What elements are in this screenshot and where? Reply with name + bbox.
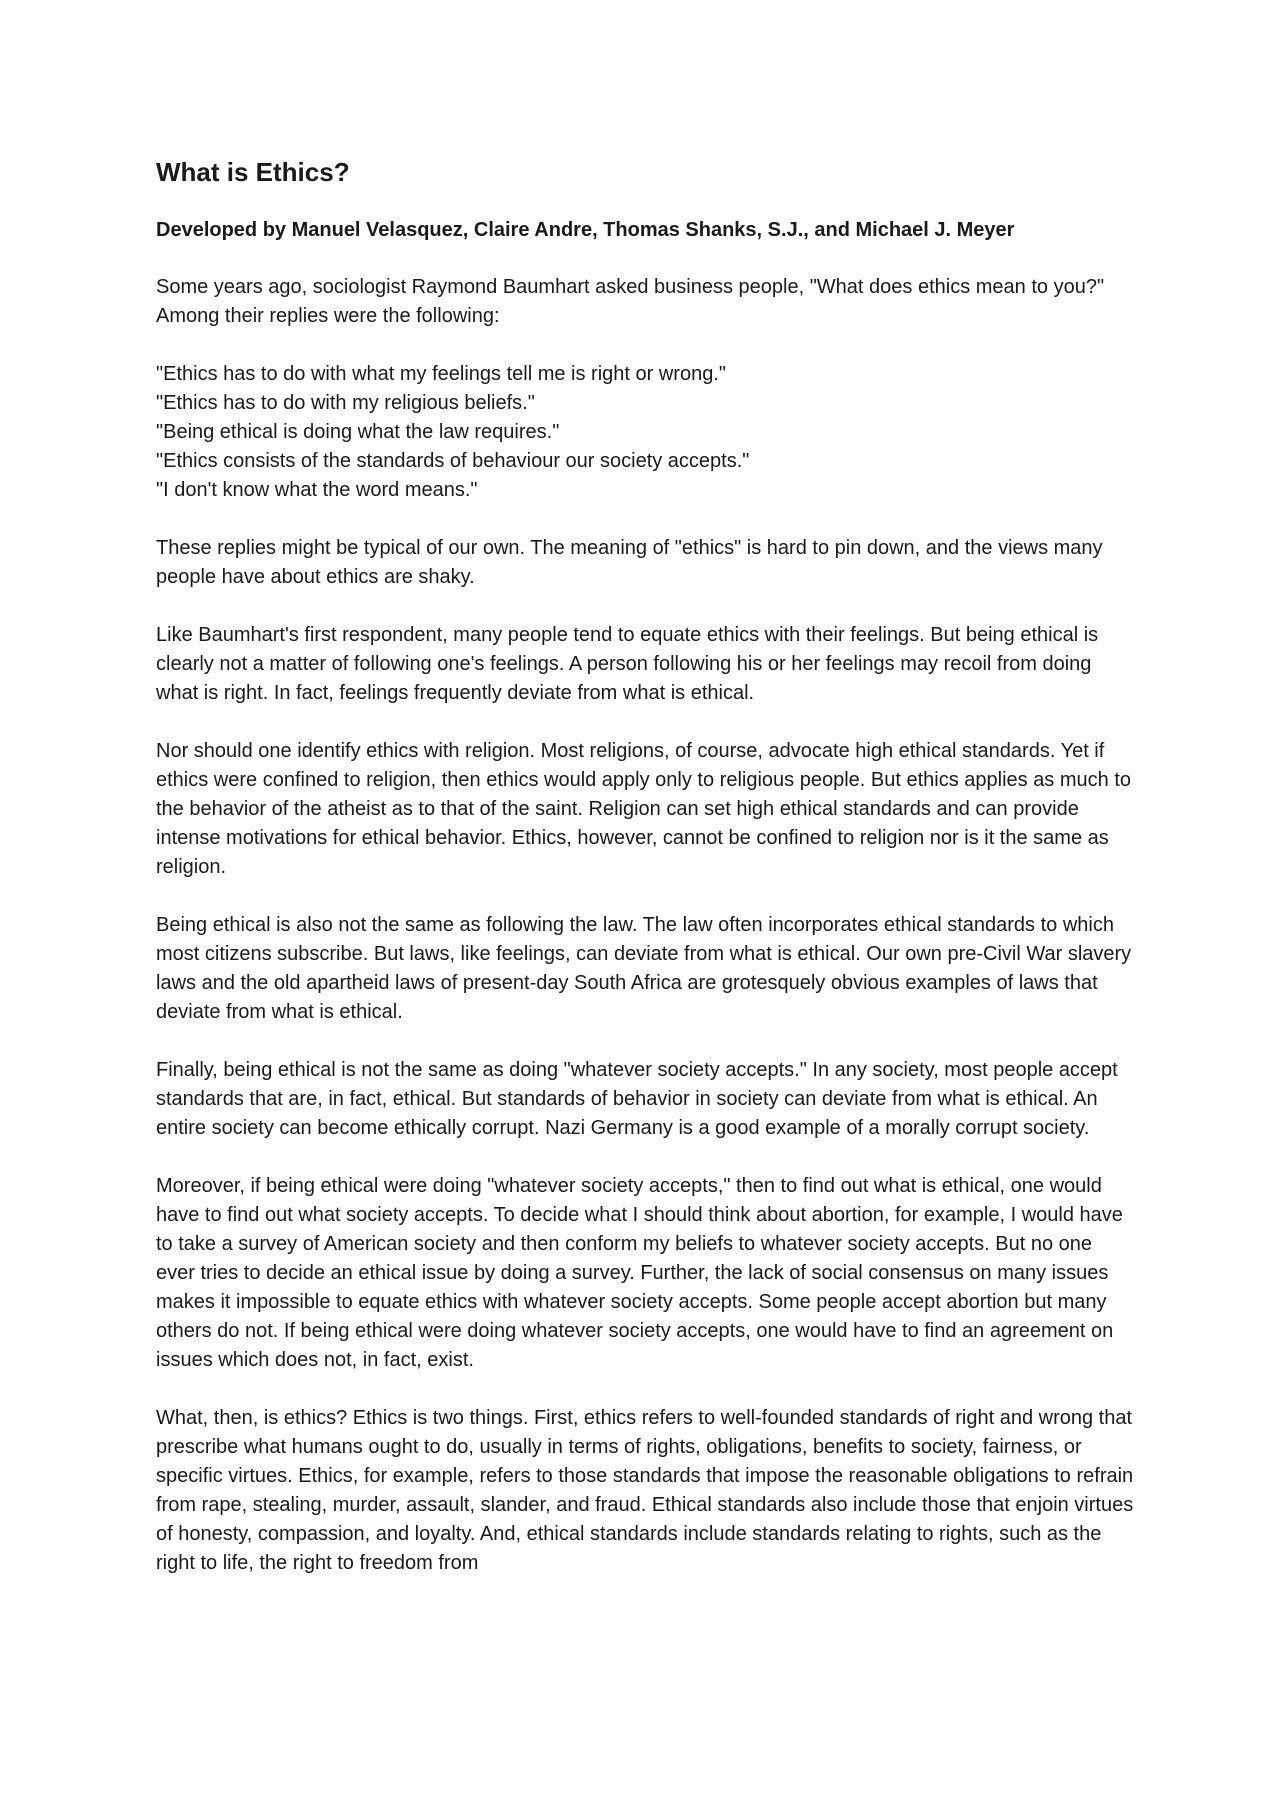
body-paragraph: Finally, being ethical is not the same as doing "whatever society accepts." In any society, most people accept standards that are, in fact, ethical. But standards of behavior in society can deviate from what is ethical. An entire society can become ethically corrupt. Nazi Germany is a good example of a morally corrupt society.	[156, 1059, 1118, 1139]
quote-item: "Ethics consists of the standards of behaviour our society accepts."	[156, 450, 750, 472]
body-paragraph: Moreover, if being ethical were doing "whatever society accepts," then to find out what is ethical, one would have to find out what society accepts. To decide what I should think about abortion, for example, I would have to take a survey of American society and then conform my beliefs to whatever society accepts. But no one ever tries to decide an ethical issue by doing a survey. Further, the lack of social consensus on many issues makes it impossible to equate ethics with whatever society accepts. Some people accept abortion but many others do not. If being ethical were doing whatever society accepts, one would have to find an agreement on issues which does not, in fact, exist.	[156, 1175, 1123, 1371]
body-paragraph: These replies might be typical of our own. The meaning of "ethics" is hard to pin down, and the views many people have about ethics are shaky.	[156, 537, 1103, 588]
document-page	[156, 155, 1136, 1607]
body-paragraph: Being ethical is also not the same as following the law. The law often incorporates ethical standards to which most citizens subscribe. But laws, like feelings, can deviate from what is ethical. Our own pre-Civil War slavery laws and the old apartheid laws of present-day South Africa are grotesquely obvious examples of laws that deviate from what is ethical.	[156, 914, 1132, 1023]
document-byline: Developed by Manuel Velasquez, Claire Andre, Thomas Shanks, S.J., and Michael J. Meyer	[156, 219, 1015, 241]
quote-list	[156, 360, 1136, 505]
document-title: What is Ethics?	[156, 157, 350, 187]
body-paragraph: What, then, is ethics? Ethics is two things. First, ethics refers to well-founded standards of right and wrong that prescribe what humans ought to do, usually in terms of rights, obligations, benefits to society, fairness, or specific virtues. Ethics, for example, refers to those standards that impose the reasonable obligations to refrain from rape, stealing, murder, assault, slander, and fraud. Ethical standards also include those that enjoin virtues of honesty, compassion, and loyalty. And, ethical standards include standards relating to rights, such as the right to life, the right to freedom from	[156, 1407, 1134, 1574]
body-paragraph: Nor should one identify ethics with religion. Most religions, of course, advocate high ethical standards. Yet if ethics were confined to religion, then ethics would apply only to religious people. But ethics applies as much to the behavior of the atheist as to that of the saint. Religion can set high ethical standards and can provide intense motivations for ethical behavior. Ethics, however, cannot be confined to religion nor is it the same as religion.	[156, 740, 1132, 878]
quote-item: "I don't know what the word means."	[156, 479, 478, 501]
quote-item: "Ethics has to do with my religious beliefs."	[156, 392, 535, 414]
body-paragraph: Like Baumhart's first respondent, many people tend to equate ethics with their feelings. But being ethical is clearly not a matter of following one's feelings. A person following his or her feelings may recoil from doing what is right. In fact, feelings frequently deviate from what is ethical.	[156, 624, 1099, 704]
intro-paragraph: Some years ago, sociologist Raymond Baumhart asked business people, "What does ethics mean to you?" Among their replies were the following:	[156, 276, 1105, 327]
quote-item: "Ethics has to do with what my feelings tell me is right or wrong."	[156, 363, 726, 385]
quote-item: "Being ethical is doing what the law requires."	[156, 421, 560, 443]
